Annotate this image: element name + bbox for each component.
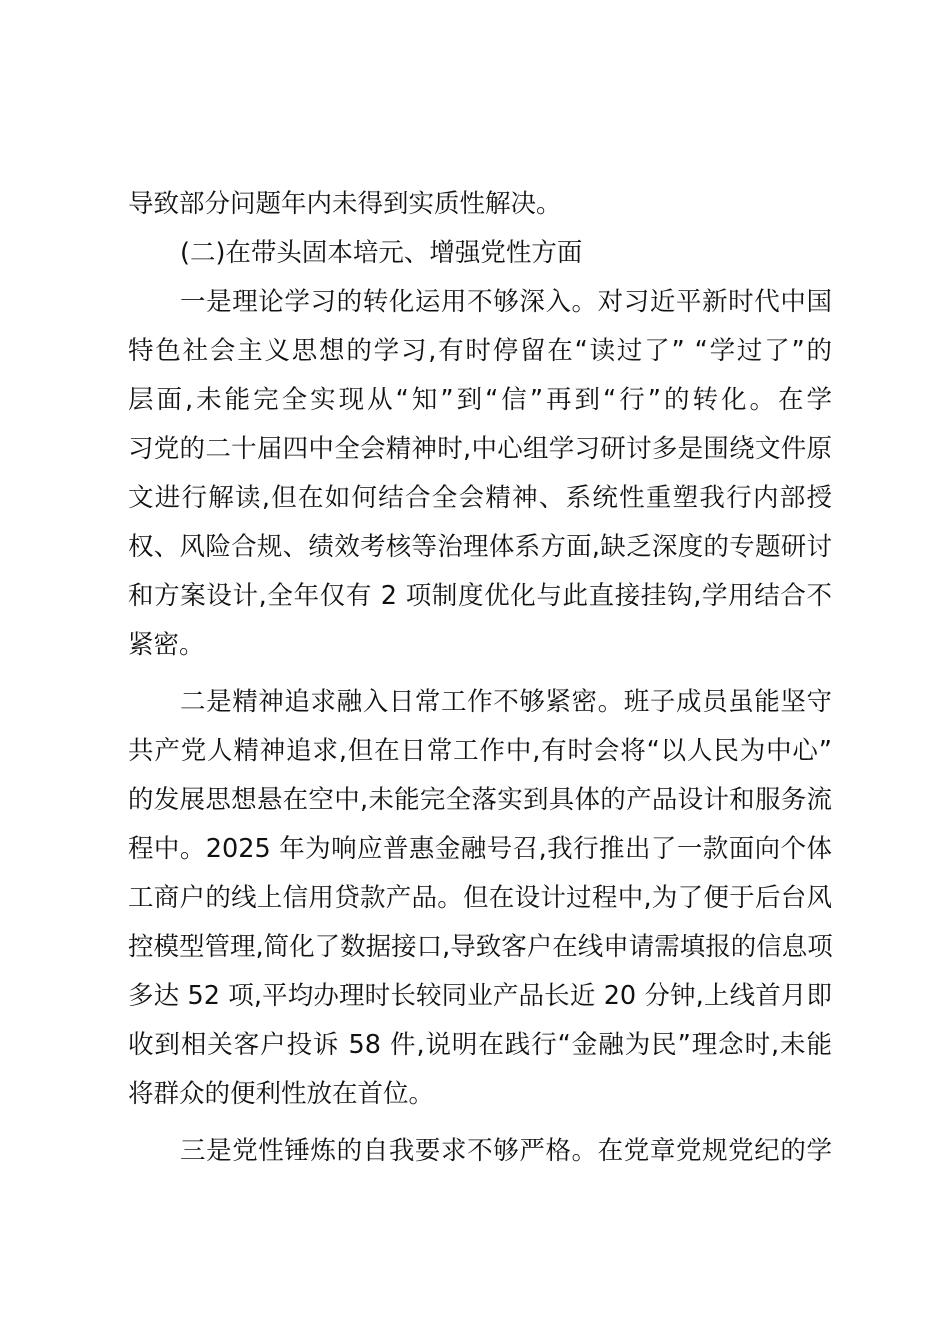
text-line: 和方案设计,全年仅有 2 项制度优化与此直接挂钩,学用结合不 <box>128 581 832 611</box>
text-line: 层面,未能完全实现从“知”到“信”再到“行”的转化。在学 <box>128 385 832 415</box>
text-line: 的发展思想悬在空中,未能完全落实到具体的产品设计和服务流 <box>128 785 832 815</box>
text-line: 导致部分问题年内未得到实质性解决。 <box>128 189 562 219</box>
paragraph-continuation <box>128 180 832 229</box>
paragraph-spiritual-pursuit <box>128 678 832 1119</box>
text-line: 共产党人精神追求,但在日常工作中,有时会将“以人民为中心” <box>128 736 832 766</box>
text-line: 将群众的便利性放在首位。 <box>128 1079 435 1109</box>
paragraph-theory-study <box>128 278 832 670</box>
text-line: 权、风险合规、绩效考核等治理体系方面,缺乏深度的专题研讨 <box>128 532 832 562</box>
text-line: 紧密。 <box>128 630 205 660</box>
text-line: (二)在带头固本培元、增强党性方面 <box>180 238 583 268</box>
text-line: 多达 52 项,平均办理时长较同业产品长近 20 分钟,上线首月即 <box>128 981 832 1011</box>
text-line: 程中。2025 年为响应普惠金融号召,我行推出了一款面向个体 <box>128 834 832 864</box>
section-heading <box>128 229 832 278</box>
paragraph-party-discipline <box>128 1127 832 1176</box>
text-line: 三是党性锤炼的自我要求不够严格。在党章党规党纪的学 <box>180 1136 832 1166</box>
document-page <box>128 180 832 1176</box>
text-line: 工商户的线上信用贷款产品。但在设计过程中,为了便于后台风 <box>128 883 832 913</box>
text-line: 特色社会主义思想的学习,有时停留在“读过了” “学过了”的 <box>128 336 832 366</box>
text-line: 习党的二十届四中全会精神时,中心组学习研讨多是围绕文件原 <box>128 434 832 464</box>
text-line: 文进行解读,但在如何结合全会精神、系统性重塑我行内部授 <box>128 483 832 513</box>
text-line: 控模型管理,简化了数据接口,导致客户在线申请需填报的信息项 <box>128 932 833 962</box>
text-line: 一是理论学习的转化运用不够深入。对习近平新时代中国 <box>180 287 832 317</box>
text-line: 二是精神追求融入日常工作不够紧密。班子成员虽能坚守 <box>180 687 832 717</box>
text-line: 收到相关客户投诉 58 件,说明在践行“金融为民”理念时,未能 <box>128 1030 832 1060</box>
